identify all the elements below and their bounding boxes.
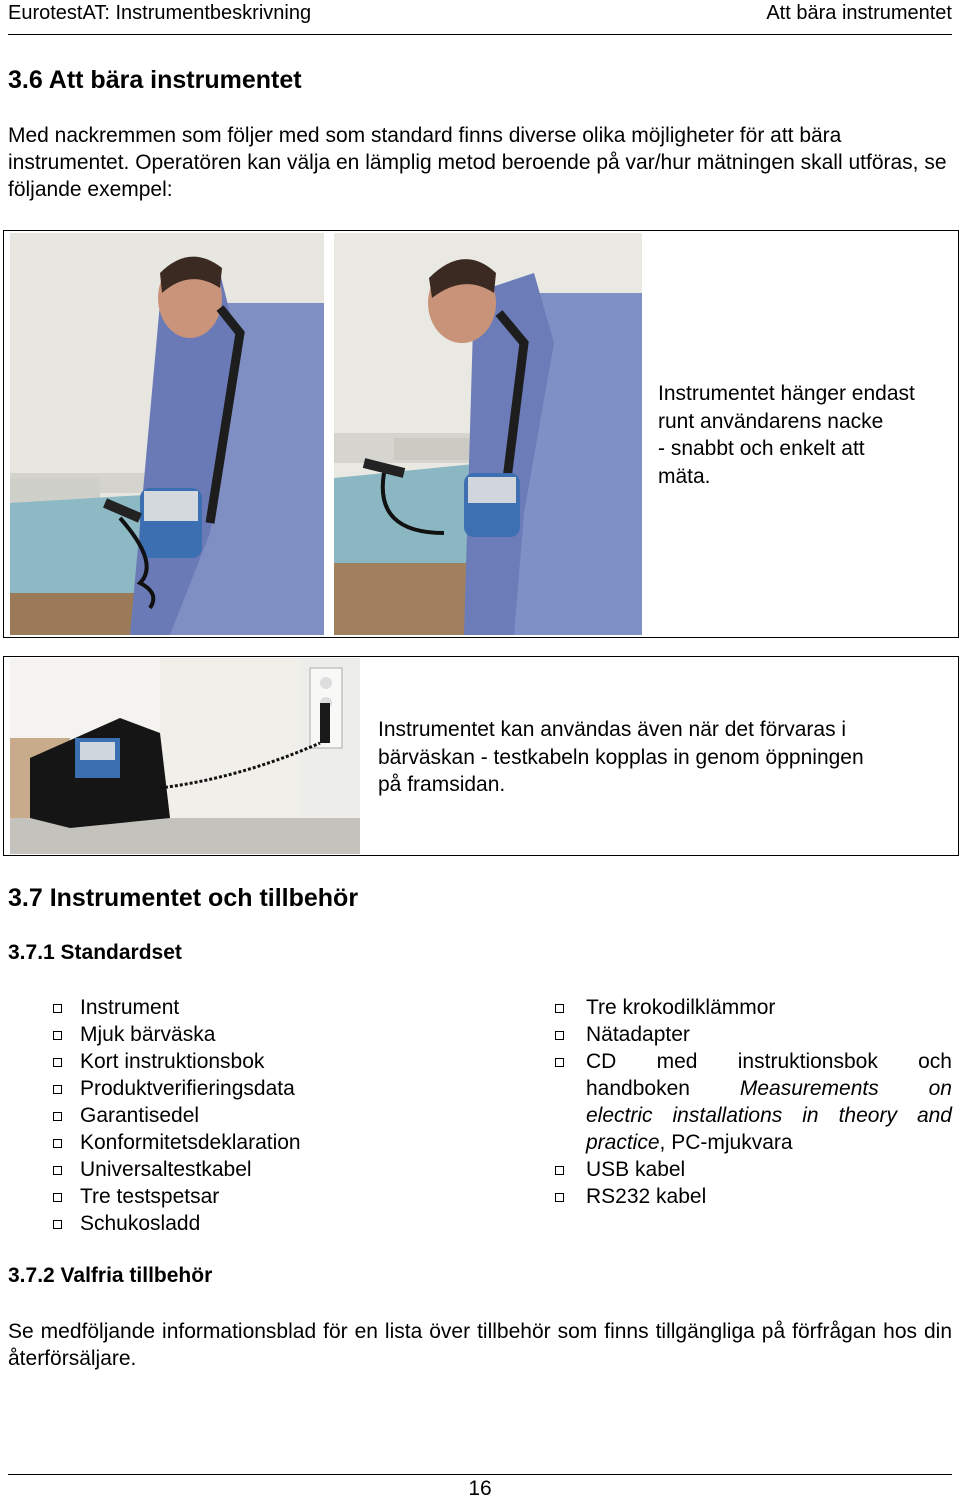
caption-line: runt användarens nacke	[658, 409, 884, 433]
photo-instrument-in-bag	[10, 658, 360, 854]
photo-man-measuring-1	[10, 233, 324, 635]
text-part: , PC-mjukvara	[659, 1131, 793, 1154]
caption-line: på framsidan.	[378, 773, 506, 796]
figure-carrying-bag	[3, 656, 959, 856]
checkbox-bullet-icon	[555, 1193, 564, 1202]
checkbox-bullet-icon	[53, 1031, 62, 1040]
book-title-part: electric installations in theory and	[586, 1104, 952, 1127]
optional-accessories-paragraph: Se medföljande informationsblad för en lista över tillbehör som finns tillgängliga på förfrågan hos din återförsäljare.	[8, 1320, 952, 1370]
checkbox-bullet-icon	[555, 1004, 564, 1013]
caption-line: Instrumentet kan användas även när det förvaras i	[378, 718, 847, 741]
checkbox-bullet-icon	[555, 1031, 564, 1040]
page-header	[8, 0, 952, 35]
list-item	[508, 1021, 952, 1048]
checkbox-bullet-icon	[53, 1139, 62, 1148]
list-item-label: Tre krokodilklämmor	[586, 996, 776, 1019]
checkbox-bullet-icon	[53, 1220, 62, 1229]
list-item-label: Garantisedel	[80, 1104, 200, 1127]
figure2-caption	[378, 716, 948, 799]
list-item-label: Universaltestkabel	[80, 1158, 252, 1181]
caption-line: Instrumentet hänger endast	[658, 382, 915, 405]
book-title-part: practice	[586, 1131, 660, 1154]
list-item-label: Kort instruktionsbok	[80, 1050, 265, 1073]
caption-line: bärväskan - testkabeln kopplas in genom öppningen	[378, 745, 864, 769]
list-item-label: Mjuk bärväska	[80, 1023, 216, 1046]
list-item-label: RS232 kabel	[586, 1185, 707, 1208]
list-item	[8, 1210, 488, 1237]
list-item	[8, 1156, 488, 1183]
standard-set-list-right	[508, 994, 952, 1210]
checkbox-bullet-icon	[53, 1058, 62, 1067]
list-item	[8, 1129, 488, 1156]
caption-line: - snabbt och enkelt att	[658, 437, 865, 460]
list-item	[8, 1075, 488, 1102]
standard-set-list-left	[8, 994, 488, 1237]
photo-man-measuring-2	[334, 233, 642, 635]
subsection-heading-3-7-2: 3.7.2 Valfria tillbehör	[8, 1264, 213, 1287]
figure1-caption	[658, 380, 954, 490]
section-heading-3-6: 3.6 Att bära instrumentet	[8, 66, 302, 94]
list-item-cd	[508, 1048, 952, 1156]
list-item-label: USB kabel	[586, 1158, 686, 1181]
section-title-header: Att bära instrumentet	[766, 2, 952, 24]
list-item	[8, 1021, 488, 1048]
checkbox-bullet-icon	[53, 1166, 62, 1175]
list-item	[8, 1102, 488, 1129]
section-heading-3-7: 3.7 Instrumentet och tillbehör	[8, 884, 359, 912]
list-item-label: Produktverifieringsdata	[80, 1077, 295, 1100]
checkbox-bullet-icon	[555, 1058, 564, 1067]
list-item-label	[586, 1075, 952, 1102]
figure-carrying-neck	[3, 230, 959, 638]
list-item-label: Schukosladd	[80, 1212, 201, 1235]
list-item-label: Tre testspetsar	[80, 1185, 220, 1208]
caption-line: mäta.	[658, 464, 711, 488]
list-item-label: CD med instruktionsbok och	[586, 1050, 952, 1073]
document-title: EurotestAT: Instrumentbeskrivning	[8, 2, 312, 24]
list-item	[8, 994, 488, 1021]
intro-paragraph: Med nackremmen som följer med som standard finns diverse olika möjligheter för att bära instrumentet. Operatören kan välja en lämplig metod beroende på var/hur mätningen skall utföras, se följande exempel:	[8, 124, 947, 201]
checkbox-bullet-icon	[53, 1085, 62, 1094]
footer-rule	[8, 1474, 952, 1475]
book-title-part: Measurements on	[739, 1077, 952, 1100]
list-item	[508, 1156, 952, 1183]
checkbox-bullet-icon	[53, 1112, 62, 1121]
list-item	[8, 1048, 488, 1075]
page-number: 16	[468, 1477, 492, 1500]
list-item-label	[586, 1129, 952, 1156]
checkbox-bullet-icon	[555, 1166, 564, 1175]
list-item-label: Instrument	[80, 996, 180, 1019]
list-item	[508, 994, 952, 1021]
list-item-label: Konformitetsdeklaration	[80, 1131, 301, 1154]
list-item	[508, 1183, 952, 1210]
checkbox-bullet-icon	[53, 1193, 62, 1202]
text-part: handboken	[586, 1077, 740, 1100]
subsection-heading-3-7-1: 3.7.1 Standardset	[8, 941, 182, 964]
list-item	[8, 1183, 488, 1210]
checkbox-bullet-icon	[53, 1004, 62, 1013]
list-item-label: Nätadapter	[586, 1023, 690, 1046]
